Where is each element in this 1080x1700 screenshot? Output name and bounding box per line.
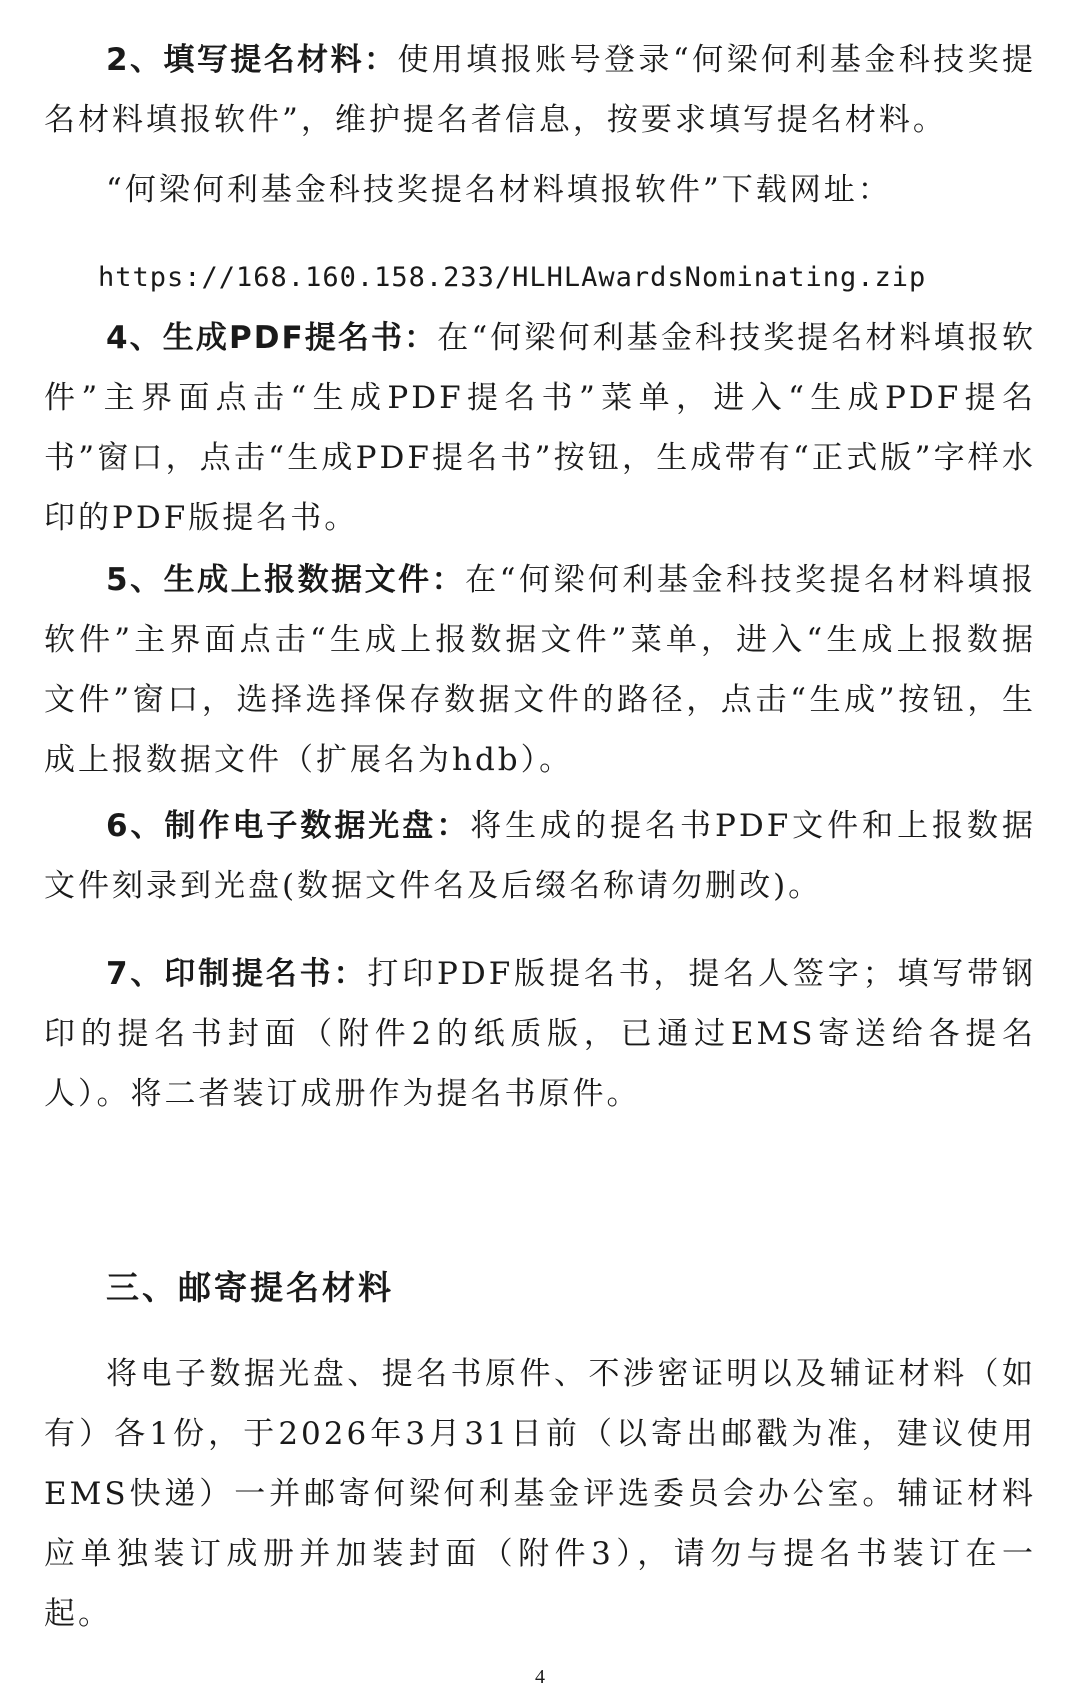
step-7-text: 打印PDF版提名书，提名人签字；填写带钢印的提名书封面（附件2的纸质版，已通过EMS寄送给各提名人）。将二者装订成册作为提名书原件。	[44, 956, 1036, 1112]
step-7-paragraph	[44, 944, 1036, 1124]
step-5-lead: 5、生成上报数据文件：	[106, 562, 466, 598]
step-6-paragraph	[44, 796, 1036, 916]
download-url[interactable]: https://168.160.158.233/HLHLAwardsNominating.zip	[98, 262, 927, 293]
step-4-paragraph	[44, 308, 1036, 548]
step-7-lead: 7、印制提名书：	[106, 956, 368, 992]
download-label: “何梁何利基金科技奖提名材料填报软件”下载网址：	[106, 172, 892, 208]
step-4-text: 在“何梁何利基金科技奖提名材料填报软件”主界面点击“生成PDF提名书”菜单，进入“生成PDF提名书”窗口，点击“生成PDF提名书”按钮，生成带有“正式版”字样水印的PDF版提名书。	[44, 320, 1036, 536]
page-number: 4	[535, 1666, 545, 1688]
section-3-paragraph: 将电子数据光盘、提名书原件、不涉密证明以及辅证材料（如有）各1份，于2026年3月31日前（以寄出邮戳为准，建议使用EMS快递）一并邮寄何梁何利基金评选委员会办公室。辅证材料应单独装订成册并加装封面（附件3），请勿与提名书装订在一起。	[44, 1356, 1036, 1632]
section-3-heading: 三、邮寄提名材料	[106, 1268, 394, 1307]
step-4-lead: 4、生成PDF提名书：	[106, 320, 438, 356]
step-5-text: 在“何梁何利基金科技奖提名材料填报软件”主界面点击“生成上报数据文件”菜单，进入“生成上报数据文件”窗口，选择选择保存数据文件的路径，点击“生成”按钮，生成上报数据文件（扩展名为hdb）。	[44, 562, 1036, 778]
step-6-lead: 6、制作电子数据光盘：	[106, 808, 471, 844]
step-2-paragraph	[44, 30, 1036, 150]
step-6-text: 将生成的提名书PDF文件和上报数据文件刻录到光盘(数据文件名及后缀名称请勿删改)。	[44, 808, 1036, 904]
step-2-lead: 2、填写提名材料：	[106, 42, 398, 78]
step-5-paragraph	[44, 550, 1036, 790]
step-2-text: 使用填报账号登录“何梁何利基金科技奖提名材料填报软件”，维护提名者信息，按要求填写提名材料。	[44, 42, 1036, 138]
